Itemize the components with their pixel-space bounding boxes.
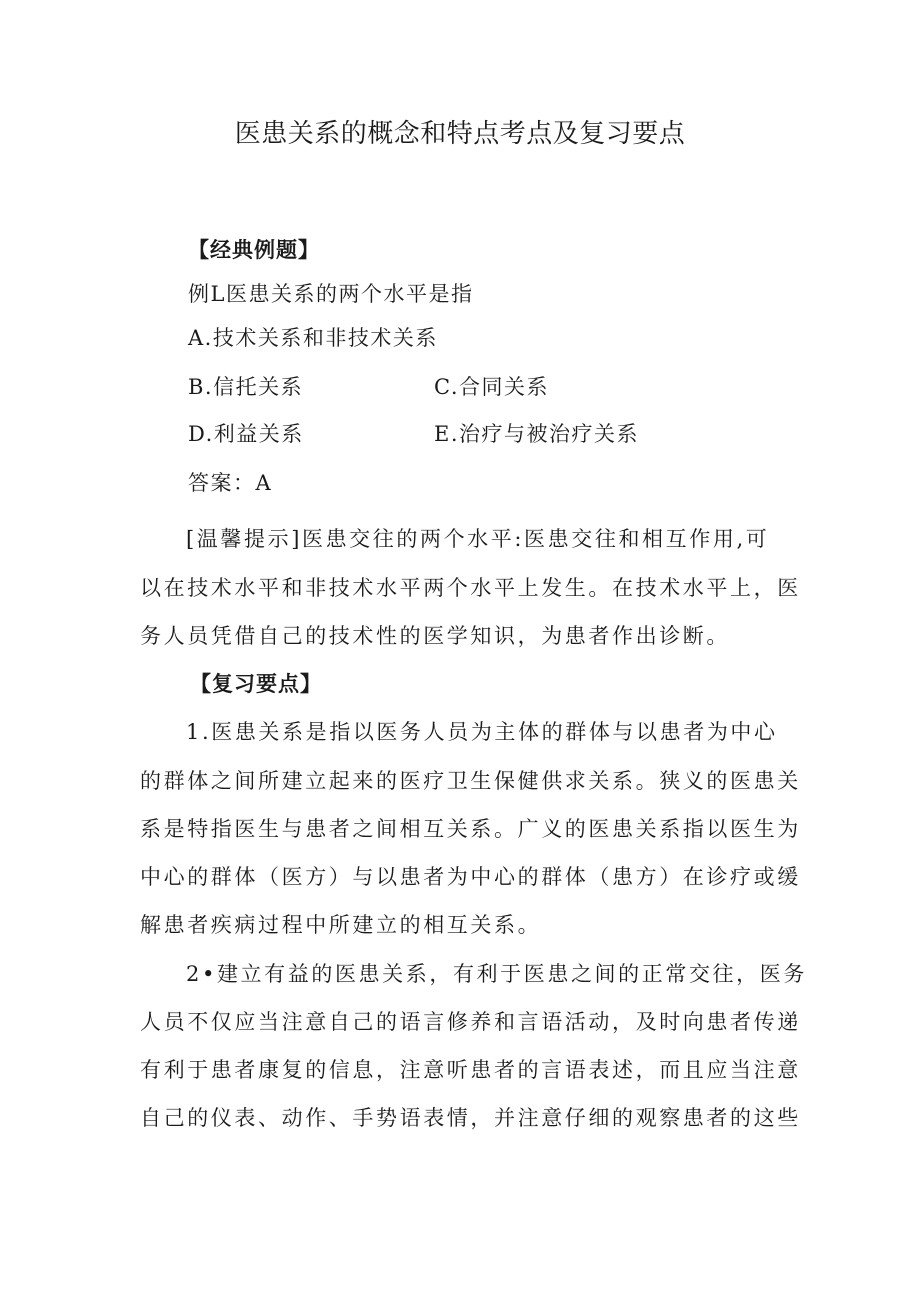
review-point2-line: 有利于患者康复的信息，注意听患者的言语表述，而且应当注意 [140,1058,801,1082]
review-point1-line: 1.医患关系是指以医务人员为主体的群体与以患者为中心 [186,720,778,744]
example-question: 例L医患关系的两个水平是指 [188,282,474,306]
option-a: A.技术关系和非技术关系 [188,326,438,350]
tip-line: [温馨提示]医患交往的两个水平:医患交往和相互作用,可 [186,527,770,551]
page-title: 医患关系的概念和特点考点及复习要点 [234,119,686,149]
review-point1-line: 解患者疾病过程中所建立的相互关系。 [140,913,542,937]
review-point1-line: 系是特指医生与患者之间相互关系。广义的医患关系指以医生为 [140,817,801,841]
example-heading: 【经典例题】 [188,238,320,262]
review-point2-line: 自己的仪表、动作、手势语表情，并注意仔细的观察患者的这些 [140,1106,801,1130]
review-point2-line: 人员不仅应当注意自己的语言修养和言语活动，及时向患者传递 [140,1010,801,1034]
tip-line: 以在技术水平和非技术水平两个水平上发生。在技术水平上，医 [140,576,801,600]
option-b: B.信托关系 [188,375,304,399]
option-c: C.合同关系 [434,375,549,399]
option-e: E.治疗与被治疗关系 [434,422,640,446]
review-point1-line: 中心的群体（医方）与以患者为中心的群体（患方）在诊疗或缓 [140,865,801,889]
review-heading: 【复习要点】 [190,672,322,696]
option-d: D.利益关系 [188,422,304,446]
tip-line: 务人员凭借自己的技术性的医学知识，为患者作出诊断。 [140,624,730,648]
review-point2-line: 2•建立有益的医患关系，有利于医患之间的正常交往，医务 [186,962,807,986]
review-point1-line: 的群体之间所建立起来的医疗卫生保健供求关系。狭义的医患关 [140,769,801,793]
example-answer: 答案：A [188,471,273,495]
